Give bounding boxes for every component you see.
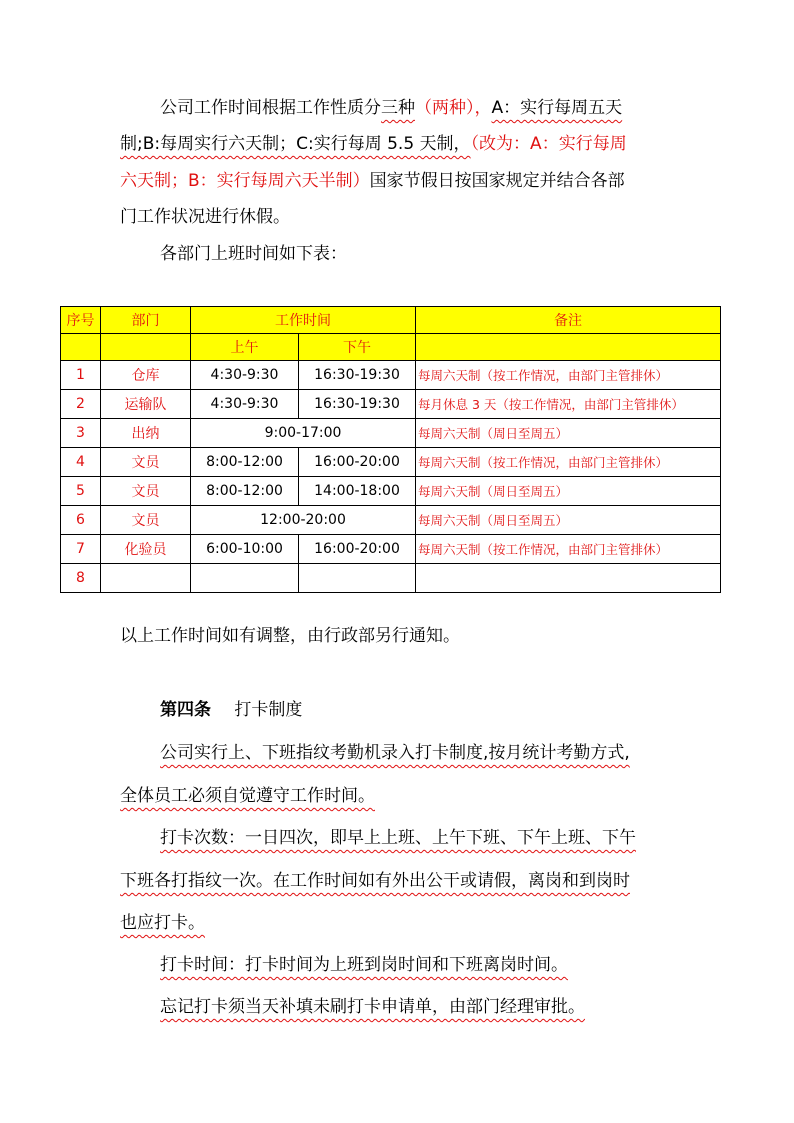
article-text: 也应打卡。 (120, 913, 205, 933)
table-subheader-row (61, 334, 721, 361)
table-row (61, 535, 721, 564)
cell-pm: 16:00-20:00 (299, 448, 416, 477)
cell-pm: 16:30-19:30 (299, 390, 416, 419)
cell-seq: 2 (61, 390, 101, 419)
article-text: 公司实行上、下班指纹考勤机录入打卡制度,按月统计考勤方式, (160, 743, 630, 763)
article-text: 打卡次数：一日四次，即早上上班、上午下班、下午上班、下午 (160, 828, 636, 848)
table-row (61, 477, 721, 506)
intro-text: A：实行每周五天 (491, 98, 623, 118)
article-p2-line1 (160, 826, 636, 850)
blank-cell (416, 334, 721, 361)
cell-dept (101, 564, 191, 593)
cell-am: 8:00-12:00 (191, 448, 299, 477)
cell-worktime-span: 12:00-20:00 (191, 506, 416, 535)
intro-revision: （改为：A：实行每周 (470, 134, 627, 154)
cell-note: 每周六天制（按工作情况，由部门主管排休） (416, 535, 721, 564)
intro-text: 公司工作时间根据工作性质分 (160, 98, 381, 118)
table-row (61, 564, 721, 593)
cell-note: 每月休息 3 天（按工作情况，由部门主管排休） (416, 390, 721, 419)
cell-pm: 16:30-19:30 (299, 361, 416, 390)
table-row (61, 361, 721, 390)
after-table-note (120, 624, 460, 648)
cell-dept: 仓库 (101, 361, 191, 390)
schedule-table (60, 306, 721, 593)
table-header-row (61, 307, 721, 334)
header-dept: 部门 (101, 307, 191, 334)
cell-pm (299, 564, 416, 593)
article-p2-line2 (120, 869, 630, 893)
cell-seq: 7 (61, 535, 101, 564)
cell-worktime-span: 9:00-17:00 (191, 419, 416, 448)
article-text: 打卡时间：打卡时间为上班到岗时间和下班离岗时间。 (160, 955, 568, 975)
after-table-text: 以上工作时间如有调整，由行政部另行通知。 (120, 626, 460, 646)
intro-text-struck: 三种 (381, 98, 415, 118)
cell-note (416, 564, 721, 593)
intro-revision: （两种）， (415, 98, 492, 118)
cell-am: 4:30-9:30 (191, 361, 299, 390)
cell-note: 每周六天制（周日至周五） (416, 419, 721, 448)
cell-dept: 化验员 (101, 535, 191, 564)
cell-seq: 6 (61, 506, 101, 535)
article-p1-line2 (120, 784, 375, 808)
cell-note: 每周六天制（按工作情况，由部门主管排休） (416, 361, 721, 390)
cell-dept: 文员 (101, 506, 191, 535)
blank-cell (61, 334, 101, 361)
cell-seq: 8 (61, 564, 101, 593)
cell-note: 每周六天制（周日至周五） (416, 477, 721, 506)
cell-am (191, 564, 299, 593)
table-row (61, 390, 721, 419)
cell-seq: 3 (61, 419, 101, 448)
table-row (61, 506, 721, 535)
header-pm: 下午 (299, 334, 416, 361)
article-number: 第四条 (160, 700, 211, 720)
article-text: 忘记打卡须当天补填未刷打卡申请单，由部门经理审批。 (160, 997, 585, 1017)
intro-text: 制;B:每周实行六天制；C:实行每周 5.5 天制， (120, 134, 471, 154)
cell-am: 8:00-12:00 (191, 477, 299, 506)
cell-note: 每周六天制（按工作情况，由部门主管排休） (416, 448, 721, 477)
cell-note: 每周六天制（周日至周五） (416, 506, 721, 535)
table-row (61, 448, 721, 477)
article-heading (160, 698, 302, 722)
cell-dept: 运输队 (101, 390, 191, 419)
table-row (61, 419, 721, 448)
intro-line-4 (120, 205, 290, 229)
intro-revision: 六天制；B：实行每周六天半制） (120, 171, 370, 191)
cell-am: 4:30-9:30 (191, 390, 299, 419)
article-p4 (160, 995, 585, 1019)
article-text: 下班各打指纹一次。在工作时间如有外出公干或请假，离岗和到岗时 (120, 871, 630, 891)
cell-pm: 16:00-20:00 (299, 535, 416, 564)
article-text: 全体员工必须自觉遵守工作时间。 (120, 786, 375, 806)
cell-pm: 14:00-18:00 (299, 477, 416, 506)
article-title: 打卡制度 (234, 700, 303, 720)
header-note: 备注 (416, 307, 721, 334)
intro-text: 国家节假日按国家规定并结合各部 (369, 171, 625, 191)
intro-text: 各部门上班时间如下表： (160, 244, 347, 264)
intro-text: 门工作状况进行休假。 (120, 207, 290, 227)
article-p2-line3 (120, 911, 205, 935)
article-p3 (160, 953, 568, 977)
intro-line-3 (120, 169, 625, 193)
cell-dept: 文员 (101, 477, 191, 506)
cell-dept: 文员 (101, 448, 191, 477)
intro-line-2 (120, 132, 627, 156)
header-worktime: 工作时间 (191, 307, 416, 334)
intro-line-5 (160, 242, 347, 266)
header-am: 上午 (191, 334, 299, 361)
header-seq: 序号 (61, 307, 101, 334)
cell-seq: 4 (61, 448, 101, 477)
cell-seq: 1 (61, 361, 101, 390)
intro-line-1 (160, 96, 622, 120)
cell-dept: 出纳 (101, 419, 191, 448)
article-p1-line1 (160, 741, 630, 765)
cell-am: 6:00-10:00 (191, 535, 299, 564)
blank-cell (101, 334, 191, 361)
cell-seq: 5 (61, 477, 101, 506)
